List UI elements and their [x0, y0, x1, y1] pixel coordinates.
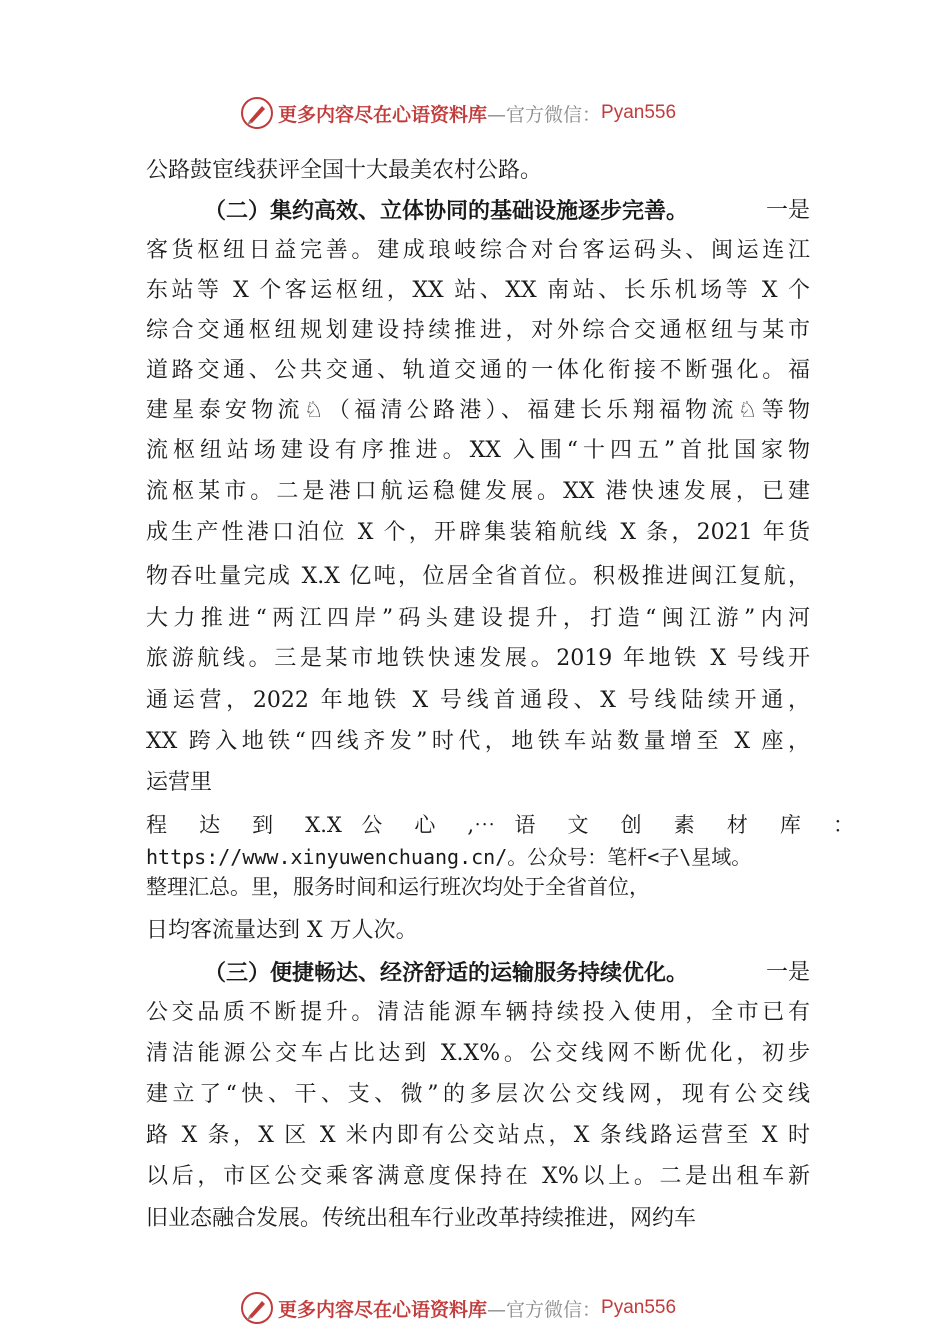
paragraph-2-first-line	[146, 196, 810, 226]
text-line: 物吞吐量完成 X.X 亿吨，位居全省首位。积极推进闽江复航，	[146, 564, 810, 589]
text-line: 东站等 X 个客运枢纽，XX 站、XX 南站、长乐机场等 X 个	[146, 278, 810, 303]
text-line: 建立了“快、干、支、微”的多层次公交线网，现有公交线	[146, 1082, 810, 1107]
text-line: 通运营，2022 年地铁 X 号线首通段、X 号线陆续开通，	[146, 688, 810, 713]
footer-library-name: 更多内容尽在心语资料库	[278, 1298, 488, 1321]
text-line: 运营里	[146, 770, 213, 795]
footer-wechat-label: —官方微信：	[487, 1298, 602, 1321]
header-wechat-id: Pyan556	[601, 102, 677, 123]
text-line: 流枢某市。二是港口航运稳健发展。XX 港快速发展，已建	[146, 479, 810, 504]
page-header	[240, 96, 676, 130]
text-span: 一是	[765, 198, 810, 223]
text-line: 以后，市区公交乘客满意度保持在 X%以上。二是出租车新	[146, 1164, 810, 1189]
header-wechat-label: —官方微信：	[487, 103, 602, 126]
text-line: 旧业态融合发展。传统出租车行业改革持续推进，网约车	[146, 1206, 697, 1231]
text-line: 综合交通枢纽规划建设持续推进，对外综合交通枢纽与某市	[146, 318, 810, 343]
page-footer	[240, 1291, 676, 1325]
pen-logo-icon	[240, 1291, 274, 1325]
text-line: 道路交通、公共交通、轨道交通的一体化衔接不断强化。福	[146, 358, 810, 383]
text-line: 旅游航线。三是某市地铁快速发展。2019 年地铁 X 号线开	[146, 646, 810, 671]
text-line: 清洁能源公交车占比达到 X.X%。公交线网不断优化，初步	[146, 1041, 810, 1066]
paragraph-2-heading: （二）集约高效、立体协同的基础设施逐步完善。	[204, 198, 689, 224]
watermark-url-line: https://www.xinyuwenchuang.cn/。公众号：笔杆<子\星域。	[146, 845, 752, 869]
text-line: 流枢纽站场建设有序推进。XX 入围“十四五”首批国家物	[146, 438, 810, 463]
watermark-line: 整理汇总。里，服务时间和运行班次均处于全省首位，	[146, 875, 650, 899]
text-line: XX 跨入地铁“四线齐发”时代，地铁车站数量增至 X 座，	[146, 729, 810, 754]
text-line: 建星泰安物流♘（福清公路港）、福建长乐翔福物流♘等物	[146, 398, 810, 423]
watermark-line: 程 达 到 X.X 公 心 ,⋯ 语 文 创 素 材 库 ：	[146, 813, 854, 837]
text-line: 公路鼓宦线获评全国十大最美农村公路。	[146, 158, 543, 183]
text-span: 一是	[765, 960, 810, 985]
paragraph-3-first-line	[146, 958, 810, 988]
pen-logo-icon	[240, 96, 274, 130]
text-line: 大力推进“两江四岸”码头建设提升，打造“闽江游”内河	[146, 606, 810, 631]
text-line: 日均客流量达到 X 万人次。	[146, 918, 418, 943]
text-line: 成生产性港口泊位 X 个，开辟集装箱航线 X 条，2021 年货	[146, 520, 810, 545]
text-line: 客货枢纽日益完善。建成琅岐综合对台客运码头、闽运连江	[146, 238, 810, 263]
header-library-name: 更多内容尽在心语资料库	[278, 103, 488, 126]
footer-wechat-id: Pyan556	[601, 1297, 677, 1318]
paragraph-3-heading: （三）便捷畅达、经济舒适的运输服务持续优化。	[204, 960, 689, 986]
text-line: 公交品质不断提升。清洁能源车辆持续投入使用，全市已有	[146, 1000, 810, 1025]
text-line: 路 X 条，X 区 X 米内即有公交站点，X 条线路运营至 X 时	[146, 1123, 810, 1148]
